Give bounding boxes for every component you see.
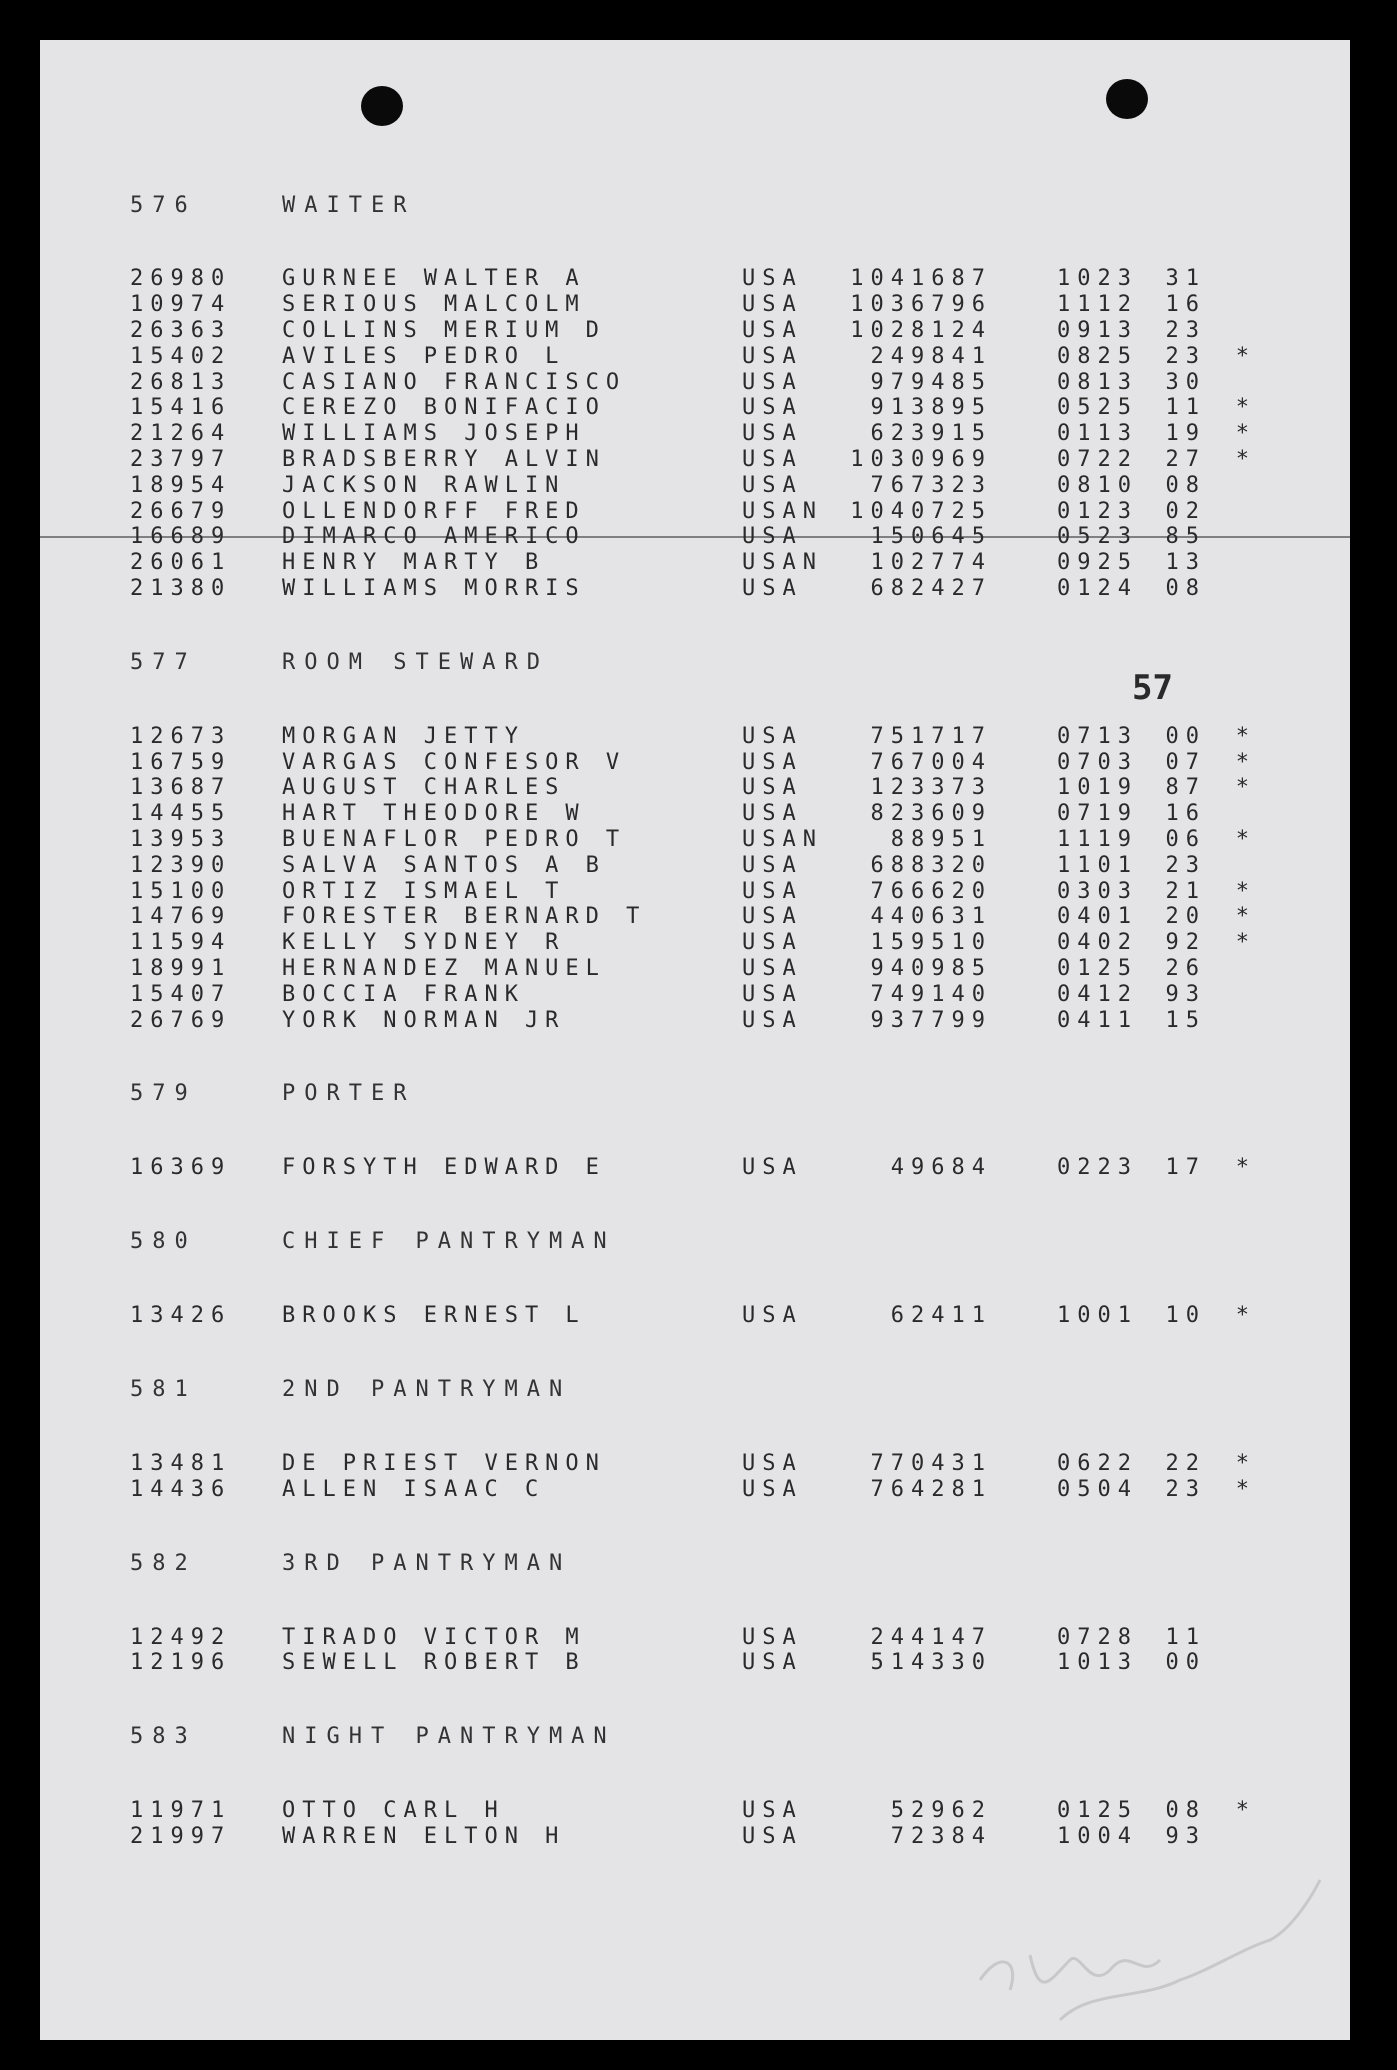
nationality: USA xyxy=(742,1650,803,1676)
nationality: USA xyxy=(742,395,803,421)
section-header xyxy=(130,1375,1330,1405)
document-number: 623915 xyxy=(870,421,992,447)
date-code: 0622 xyxy=(1057,1450,1138,1476)
roster-row xyxy=(130,1155,1330,1181)
rating-code: 08 xyxy=(1165,1798,1206,1824)
date-code: 0303 xyxy=(1057,878,1138,904)
crew-name: FORSYTH EDWARD E xyxy=(282,1155,606,1181)
roster-row xyxy=(130,576,1330,602)
crew-id: 15402 xyxy=(130,343,232,369)
crew-name: AUGUST CHARLES xyxy=(282,775,566,801)
nationality: USA xyxy=(742,317,803,343)
handwritten-signature xyxy=(940,1860,1350,2040)
document-number: 751717 xyxy=(870,723,992,749)
date-code: 0925 xyxy=(1057,550,1138,576)
crew-name: KELLY SYDNEY R xyxy=(282,930,566,956)
date-code: 1019 xyxy=(1057,775,1138,801)
crew-id: 26813 xyxy=(130,369,232,395)
crew-id: 13953 xyxy=(130,826,232,852)
crew-id: 26980 xyxy=(130,266,232,292)
rating-code: 87 xyxy=(1165,775,1206,801)
crew-name: HENRY MARTY B xyxy=(282,550,546,576)
section-header xyxy=(130,1722,1330,1752)
roster-row xyxy=(130,827,1330,853)
crew-id: 13687 xyxy=(130,775,232,801)
roster-row xyxy=(130,1824,1330,1850)
crew-roster xyxy=(130,190,1330,1895)
document-number: 1036796 xyxy=(850,292,992,318)
roster-row xyxy=(130,1476,1330,1502)
roster-row xyxy=(130,369,1330,395)
rating-code: 19 xyxy=(1165,421,1206,447)
crew-name: BUENAFLOR PEDRO T xyxy=(282,826,627,852)
rating-code: 17 xyxy=(1165,1155,1206,1181)
crew-id: 15416 xyxy=(130,395,232,421)
document-number: 88951 xyxy=(890,826,992,852)
document-number: 767004 xyxy=(870,749,992,775)
nationality: USA xyxy=(742,723,803,749)
crew-id: 12390 xyxy=(130,852,232,878)
crew-name: WILLIAMS JOSEPH xyxy=(282,421,586,447)
date-code: 1023 xyxy=(1057,266,1138,292)
crew-id: 23797 xyxy=(130,446,232,472)
date-code: 0523 xyxy=(1057,524,1138,550)
crew-name: JACKSON RAWLIN xyxy=(282,472,566,498)
rating-code: 13 xyxy=(1165,550,1206,576)
crew-name: CEREZO BONIFACIO xyxy=(282,395,606,421)
crew-id: 14455 xyxy=(130,801,232,827)
roster-row xyxy=(130,266,1330,292)
roster-row xyxy=(130,292,1330,318)
rating-code: 92 xyxy=(1165,930,1206,956)
date-code: 0703 xyxy=(1057,749,1138,775)
rating-code: 31 xyxy=(1165,266,1206,292)
nationality: USA xyxy=(742,775,803,801)
section-code: 580 xyxy=(130,1229,197,1255)
date-code: 0722 xyxy=(1057,446,1138,472)
asterisk-mark: * xyxy=(1235,395,1256,421)
section-header xyxy=(130,190,1330,220)
rating-code: 11 xyxy=(1165,1624,1206,1650)
nationality: USA xyxy=(742,369,803,395)
crew-name: HERNANDEZ MANUEL xyxy=(282,955,606,981)
document-number: 1028124 xyxy=(850,317,992,343)
nationality: USA xyxy=(742,421,803,447)
asterisk-mark: * xyxy=(1235,826,1256,852)
section-580 xyxy=(130,1227,1330,1329)
roster-row xyxy=(130,852,1330,878)
page-number: 57 xyxy=(1132,668,1173,708)
rating-code: 10 xyxy=(1165,1303,1206,1329)
section-header xyxy=(130,1227,1330,1257)
document-number: 123373 xyxy=(870,775,992,801)
asterisk-mark: * xyxy=(1235,878,1256,904)
section-header xyxy=(130,1079,1330,1109)
roster-row xyxy=(130,749,1330,775)
roster-row xyxy=(130,1451,1330,1477)
asterisk-mark: * xyxy=(1235,446,1256,472)
crew-name: VARGAS CONFESOR V xyxy=(282,749,627,775)
crew-id: 14769 xyxy=(130,904,232,930)
document-number: 62411 xyxy=(890,1303,992,1329)
section-581 xyxy=(130,1375,1330,1503)
section-code: 579 xyxy=(130,1081,197,1107)
crew-id: 12673 xyxy=(130,723,232,749)
nationality: USA xyxy=(742,575,803,601)
document-number: 770431 xyxy=(870,1450,992,1476)
asterisk-mark: * xyxy=(1235,723,1256,749)
rating-code: 02 xyxy=(1165,498,1206,524)
document-number: 767323 xyxy=(870,472,992,498)
asterisk-mark: * xyxy=(1235,775,1256,801)
document-number: 102774 xyxy=(870,550,992,576)
roster-rows xyxy=(130,723,1330,1033)
crew-name: BOCCIA FRANK xyxy=(282,981,525,1007)
crew-name: SALVA SANTOS A B xyxy=(282,852,606,878)
nationality: USA xyxy=(742,1798,803,1824)
asterisk-mark: * xyxy=(1235,1155,1256,1181)
rating-code: 23 xyxy=(1165,317,1206,343)
nationality: USA xyxy=(742,292,803,318)
section-583 xyxy=(130,1722,1330,1850)
crew-id: 10974 xyxy=(130,292,232,318)
crew-name: GURNEE WALTER A xyxy=(282,266,586,292)
document-number: 766620 xyxy=(870,878,992,904)
date-code: 0402 xyxy=(1057,930,1138,956)
rating-code: 11 xyxy=(1165,395,1206,421)
asterisk-mark: * xyxy=(1235,749,1256,775)
roster-row xyxy=(130,775,1330,801)
section-title: NIGHT PANTRYMAN xyxy=(282,1724,616,1750)
rating-code: 16 xyxy=(1165,801,1206,827)
nationality: USA xyxy=(742,1450,803,1476)
roster-row xyxy=(130,1303,1330,1329)
date-code: 1004 xyxy=(1057,1823,1138,1849)
asterisk-mark: * xyxy=(1235,930,1256,956)
crew-name: CASIANO FRANCISCO xyxy=(282,369,627,395)
crew-id: 26363 xyxy=(130,317,232,343)
date-code: 1101 xyxy=(1057,852,1138,878)
document-number: 1041687 xyxy=(850,266,992,292)
date-code: 1013 xyxy=(1057,1650,1138,1676)
rating-code: 15 xyxy=(1165,1007,1206,1033)
roster-row xyxy=(130,1798,1330,1824)
crew-name: ORTIZ ISMAEL T xyxy=(282,878,566,904)
date-code: 0123 xyxy=(1057,498,1138,524)
asterisk-mark: * xyxy=(1235,343,1256,369)
rating-code: 85 xyxy=(1165,524,1206,550)
roster-row xyxy=(130,1624,1330,1650)
roster-row xyxy=(130,498,1330,524)
rating-code: 08 xyxy=(1165,472,1206,498)
date-code: 0124 xyxy=(1057,575,1138,601)
date-code: 0813 xyxy=(1057,369,1138,395)
document-number: 1030969 xyxy=(850,446,992,472)
roster-row xyxy=(130,447,1330,473)
document-number: 1040725 xyxy=(850,498,992,524)
roster-row xyxy=(130,878,1330,904)
date-code: 0719 xyxy=(1057,801,1138,827)
crew-name: BRADSBERRY ALVIN xyxy=(282,446,606,472)
roster-row xyxy=(130,956,1330,982)
crew-name: FORESTER BERNARD T xyxy=(282,904,647,930)
crew-id: 21264 xyxy=(130,421,232,447)
document-number: 49684 xyxy=(890,1155,992,1181)
nationality: USAN xyxy=(742,550,823,576)
roster-row xyxy=(130,318,1330,344)
date-code: 0713 xyxy=(1057,723,1138,749)
rating-code: 23 xyxy=(1165,852,1206,878)
rating-code: 27 xyxy=(1165,446,1206,472)
crew-name: WILLIAMS MORRIS xyxy=(282,575,586,601)
nationality: USA xyxy=(742,472,803,498)
rating-code: 08 xyxy=(1165,575,1206,601)
nationality: USAN xyxy=(742,498,823,524)
date-code: 0412 xyxy=(1057,981,1138,1007)
crew-name: DE PRIEST VERNON xyxy=(282,1450,606,1476)
document-number: 823609 xyxy=(870,801,992,827)
rating-code: 21 xyxy=(1165,878,1206,904)
crew-id: 15100 xyxy=(130,878,232,904)
nationality: USA xyxy=(742,878,803,904)
roster-rows xyxy=(130,1303,1330,1329)
roster-rows xyxy=(130,1451,1330,1503)
crew-name: SERIOUS MALCOLM xyxy=(282,292,586,318)
crew-id: 14436 xyxy=(130,1476,232,1502)
crew-name: BROOKS ERNEST L xyxy=(282,1303,586,1329)
crew-name: MORGAN JETTY xyxy=(282,723,525,749)
roster-rows xyxy=(130,266,1330,601)
section-582 xyxy=(130,1548,1330,1676)
document-number: 440631 xyxy=(870,904,992,930)
crew-id: 26769 xyxy=(130,1007,232,1033)
asterisk-mark: * xyxy=(1235,904,1256,930)
crew-name: TIRADO VICTOR M xyxy=(282,1624,586,1650)
roster-row xyxy=(130,801,1330,827)
date-code: 1001 xyxy=(1057,1303,1138,1329)
document-number: 514330 xyxy=(870,1650,992,1676)
roster-rows xyxy=(130,1798,1330,1850)
rating-code: 30 xyxy=(1165,369,1206,395)
section-code: 577 xyxy=(130,649,197,675)
rating-code: 23 xyxy=(1165,343,1206,369)
document-number: 940985 xyxy=(870,955,992,981)
roster-row xyxy=(130,395,1330,421)
rating-code: 26 xyxy=(1165,955,1206,981)
crew-id: 16759 xyxy=(130,749,232,775)
document-number: 682427 xyxy=(870,575,992,601)
section-code: 581 xyxy=(130,1377,197,1403)
document-page xyxy=(40,40,1350,2040)
nationality: USA xyxy=(742,1155,803,1181)
asterisk-mark: * xyxy=(1235,1476,1256,1502)
roster-row xyxy=(130,421,1330,447)
roster-rows xyxy=(130,1155,1330,1181)
rating-code: 93 xyxy=(1165,981,1206,1007)
section-577 xyxy=(130,647,1330,1033)
roster-row xyxy=(130,472,1330,498)
roster-row xyxy=(130,981,1330,1007)
date-code: 0504 xyxy=(1057,1476,1138,1502)
crew-name: DIMARCO AMERICO xyxy=(282,524,586,550)
document-number: 72384 xyxy=(890,1823,992,1849)
nationality: USA xyxy=(742,1823,803,1849)
rating-code: 23 xyxy=(1165,1476,1206,1502)
document-number: 688320 xyxy=(870,852,992,878)
crew-name: SEWELL ROBERT B xyxy=(282,1650,586,1676)
crew-name: OLLENDORFF FRED xyxy=(282,498,586,524)
date-code: 0913 xyxy=(1057,317,1138,343)
roster-row xyxy=(130,930,1330,956)
nationality: USA xyxy=(742,852,803,878)
section-579 xyxy=(130,1079,1330,1181)
date-code: 1112 xyxy=(1057,292,1138,318)
document-number: 249841 xyxy=(870,343,992,369)
nationality: USAN xyxy=(742,826,823,852)
crew-name: AVILES PEDRO L xyxy=(282,343,566,369)
section-code: 582 xyxy=(130,1550,197,1576)
roster-row xyxy=(130,904,1330,930)
nationality: USA xyxy=(742,981,803,1007)
crew-id: 26061 xyxy=(130,550,232,576)
crew-id: 11594 xyxy=(130,930,232,956)
nationality: USA xyxy=(742,1476,803,1502)
crew-name: WARREN ELTON H xyxy=(282,1823,566,1849)
date-code: 0125 xyxy=(1057,1798,1138,1824)
section-title: 2ND PANTRYMAN xyxy=(282,1377,572,1403)
section-title: 3RD PANTRYMAN xyxy=(282,1550,572,1576)
nationality: USA xyxy=(742,1007,803,1033)
crew-name: HART THEODORE W xyxy=(282,801,586,827)
nationality: USA xyxy=(742,266,803,292)
nationality: USA xyxy=(742,904,803,930)
date-code: 0113 xyxy=(1057,421,1138,447)
document-number: 150645 xyxy=(870,524,992,550)
crew-id: 18954 xyxy=(130,472,232,498)
section-header xyxy=(130,647,1330,677)
roster-row xyxy=(130,524,1330,550)
date-code: 0728 xyxy=(1057,1624,1138,1650)
date-code: 0125 xyxy=(1057,955,1138,981)
rating-code: 22 xyxy=(1165,1450,1206,1476)
section-title: WAITER xyxy=(282,192,416,218)
document-number: 979485 xyxy=(870,369,992,395)
section-code: 583 xyxy=(130,1724,197,1750)
rating-code: 06 xyxy=(1165,826,1206,852)
crew-id: 21380 xyxy=(130,575,232,601)
date-code: 0810 xyxy=(1057,472,1138,498)
section-title: CHIEF PANTRYMAN xyxy=(282,1229,616,1255)
rating-code: 00 xyxy=(1165,723,1206,749)
rating-code: 93 xyxy=(1165,1823,1206,1849)
roster-row xyxy=(130,550,1330,576)
date-code: 0401 xyxy=(1057,904,1138,930)
section-576 xyxy=(130,190,1330,601)
document-number: 244147 xyxy=(870,1624,992,1650)
crew-name: OTTO CARL H xyxy=(282,1798,505,1824)
nationality: USA xyxy=(742,343,803,369)
rating-code: 07 xyxy=(1165,749,1206,775)
crew-id: 18991 xyxy=(130,955,232,981)
date-code: 0525 xyxy=(1057,395,1138,421)
date-code: 1119 xyxy=(1057,826,1138,852)
nationality: USA xyxy=(742,955,803,981)
crew-id: 13481 xyxy=(130,1450,232,1476)
roster-row xyxy=(130,1007,1330,1033)
crew-name: ALLEN ISAAC C xyxy=(282,1476,546,1502)
roster-row xyxy=(130,1650,1330,1676)
crew-id: 15407 xyxy=(130,981,232,1007)
crew-id: 12196 xyxy=(130,1650,232,1676)
document-number: 52962 xyxy=(890,1798,992,1824)
crew-id: 12492 xyxy=(130,1624,232,1650)
nationality: USA xyxy=(742,1624,803,1650)
roster-row xyxy=(130,343,1330,369)
document-number: 937799 xyxy=(870,1007,992,1033)
asterisk-mark: * xyxy=(1235,421,1256,447)
nationality: USA xyxy=(742,524,803,550)
nationality: USA xyxy=(742,930,803,956)
section-code: 576 xyxy=(130,192,197,218)
section-title: ROOM STEWARD xyxy=(282,649,549,675)
crew-name: COLLINS MERIUM D xyxy=(282,317,606,343)
document-number: 159510 xyxy=(870,930,992,956)
asterisk-mark: * xyxy=(1235,1303,1256,1329)
crew-id: 16689 xyxy=(130,524,232,550)
crew-name: YORK NORMAN JR xyxy=(282,1007,566,1033)
punch-hole-left xyxy=(361,86,403,126)
asterisk-mark: * xyxy=(1235,1450,1256,1476)
crew-id: 13426 xyxy=(130,1303,232,1329)
document-number: 764281 xyxy=(870,1476,992,1502)
nationality: USA xyxy=(742,1303,803,1329)
date-code: 0825 xyxy=(1057,343,1138,369)
crew-id: 16369 xyxy=(130,1155,232,1181)
nationality: USA xyxy=(742,749,803,775)
nationality: USA xyxy=(742,801,803,827)
date-code: 0223 xyxy=(1057,1155,1138,1181)
document-number: 749140 xyxy=(870,981,992,1007)
rating-code: 16 xyxy=(1165,292,1206,318)
rating-code: 20 xyxy=(1165,904,1206,930)
crew-id: 21997 xyxy=(130,1823,232,1849)
document-number: 913895 xyxy=(870,395,992,421)
section-header xyxy=(130,1548,1330,1578)
asterisk-mark: * xyxy=(1235,1798,1256,1824)
nationality: USA xyxy=(742,446,803,472)
crew-id: 26679 xyxy=(130,498,232,524)
roster-rows xyxy=(130,1624,1330,1676)
date-code: 0411 xyxy=(1057,1007,1138,1033)
roster-row xyxy=(130,723,1330,749)
section-title: PORTER xyxy=(282,1081,416,1107)
rating-code: 00 xyxy=(1165,1650,1206,1676)
crew-id: 11971 xyxy=(130,1798,232,1824)
punch-hole-right xyxy=(1106,79,1148,119)
